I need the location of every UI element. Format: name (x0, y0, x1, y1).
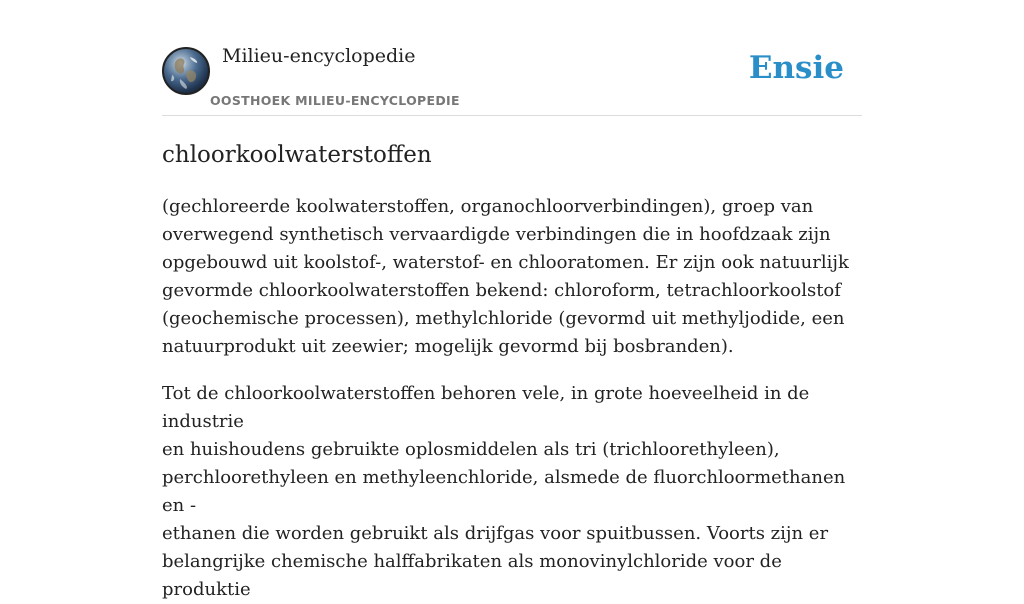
entry-title: chloorkoolwaterstoffen (162, 142, 432, 168)
paragraph-line: Tot de chloorkoolwaterstoffen behoren vele, in grote hoeveelheid in de industrie (162, 383, 810, 432)
paragraph-line: opgebouwd uit koolstof-, waterstof- en chlooratomen. Er zijn ook natuurlijk (162, 252, 849, 273)
paragraph-line: (geochemische processen), methylchloride (gevormd uit methyljodide, een (162, 308, 845, 329)
site-subtitle: OOSTHOEK MILIEU-ENCYCLOPEDIE (210, 93, 460, 108)
globe-icon[interactable] (162, 47, 210, 95)
article-paragraph-2 (162, 380, 862, 604)
paragraph-line: en huishoudens gebruikte oplosmiddelen als tri (trichloorethyleen), (162, 439, 780, 460)
paragraph-line: perchloorethyleen en methyleenchloride, alsmede de fluorchloormethanen en - (162, 467, 846, 516)
article-paragraph-1 (162, 193, 862, 361)
site-header (162, 0, 862, 116)
paragraph-line: gevormde chloorkoolwaterstoffen bekend: chloroform, tetrachloorkoolstof (162, 280, 841, 301)
brand-logo-link[interactable]: Ensie (748, 50, 844, 86)
paragraph-line: (gechloreerde koolwaterstoffen, organochloorverbindingen), groep van (162, 196, 814, 217)
paragraph-line: overwegend synthetisch vervaardigde verbindingen die in hoofdzaak zijn (162, 224, 831, 245)
paragraph-line: natuurprodukt uit zeewier; mogelijk gevormd bij bosbranden). (162, 336, 734, 357)
paragraph-line: belangrijke chemische halffabrikaten als monovinylchloride voor de produktie (162, 551, 782, 600)
site-title[interactable]: Milieu-encyclopedie (222, 45, 416, 67)
page (162, 0, 862, 604)
paragraph-line: ethanen die worden gebruikt als drijfgas voor spuitbussen. Voorts zijn er (162, 523, 829, 544)
